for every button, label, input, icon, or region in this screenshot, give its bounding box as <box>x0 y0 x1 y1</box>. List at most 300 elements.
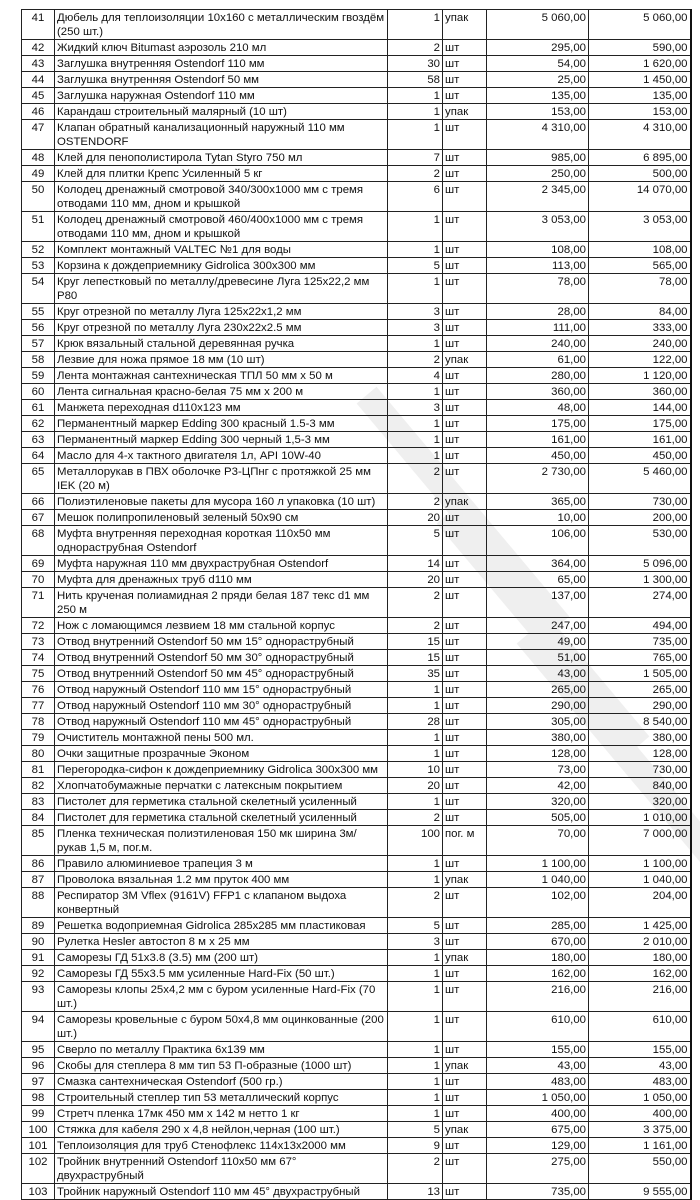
item-quantity: 15 <box>388 634 443 650</box>
table-row <box>22 982 691 1012</box>
item-name: Заглушка внутренняя Ostendorf 50 мм <box>55 72 388 88</box>
row-number: 66 <box>22 494 55 510</box>
item-unit: упак <box>443 950 487 966</box>
item-total: 1 300,00 <box>589 572 691 588</box>
item-quantity: 1 <box>388 730 443 746</box>
item-unit: шт <box>443 556 487 572</box>
item-quantity: 14 <box>388 556 443 572</box>
item-price: 111,00 <box>487 320 589 336</box>
table-row <box>22 1012 691 1042</box>
table-row <box>22 588 691 618</box>
item-name: Строительный степлер тип 53 металлический корпус <box>55 1090 388 1106</box>
item-total: 730,00 <box>589 494 691 510</box>
item-quantity: 4 <box>388 368 443 384</box>
row-number: 56 <box>22 320 55 336</box>
table-row <box>22 1184 691 1200</box>
item-quantity: 1 <box>388 274 443 304</box>
item-unit: шт <box>443 56 487 72</box>
row-number: 86 <box>22 856 55 872</box>
item-quantity: 1 <box>388 416 443 432</box>
item-name: Круг лепестковый по металлу/древесине Луга 125х22,2 мм Р80 <box>55 274 388 304</box>
item-total: 153,00 <box>589 104 691 120</box>
table-row <box>22 10 691 40</box>
item-quantity: 1 <box>388 432 443 448</box>
item-unit: упак <box>443 104 487 120</box>
row-number: 63 <box>22 432 55 448</box>
row-number: 48 <box>22 150 55 166</box>
item-price: 42,00 <box>487 778 589 794</box>
item-name: Круг отрезной по металлу Луга 125х22х1,2 мм <box>55 304 388 320</box>
item-total: 5 060,00 <box>589 10 691 40</box>
item-quantity: 2 <box>388 166 443 182</box>
item-name: Тройник внутренний Ostendorf 110х50 мм 67° двухраструбный <box>55 1154 388 1184</box>
item-quantity: 13 <box>388 1184 443 1200</box>
item-total: 128,00 <box>589 746 691 762</box>
item-total: 78,00 <box>589 274 691 304</box>
item-unit: шт <box>443 810 487 826</box>
row-number: 69 <box>22 556 55 572</box>
table-row <box>22 336 691 352</box>
item-quantity: 15 <box>388 650 443 666</box>
table-row <box>22 120 691 150</box>
item-price: 295,00 <box>487 40 589 56</box>
item-price: 54,00 <box>487 56 589 72</box>
table-row <box>22 416 691 432</box>
item-name: Саморезы ГД 51х3.8 (3.5) мм (200 шт) <box>55 950 388 966</box>
item-total: 144,00 <box>589 400 691 416</box>
item-name: Заглушка наружная Ostendorf 110 мм <box>55 88 388 104</box>
item-quantity: 5 <box>388 526 443 556</box>
item-unit: шт <box>443 400 487 416</box>
item-total: 610,00 <box>589 1012 691 1042</box>
item-unit: шт <box>443 982 487 1012</box>
item-unit: шт <box>443 464 487 494</box>
item-unit: шт <box>443 88 487 104</box>
item-total: 1 100,00 <box>589 856 691 872</box>
item-price: 505,00 <box>487 810 589 826</box>
item-unit: шт <box>443 934 487 950</box>
item-name: Проволока вязальная 1.2 мм пруток 400 мм <box>55 872 388 888</box>
row-number: 81 <box>22 762 55 778</box>
row-number: 60 <box>22 384 55 400</box>
item-total: 840,00 <box>589 778 691 794</box>
row-number: 101 <box>22 1138 55 1154</box>
item-quantity: 5 <box>388 918 443 934</box>
item-quantity: 1 <box>388 448 443 464</box>
item-total: 3 053,00 <box>589 212 691 242</box>
item-unit: упак <box>443 1122 487 1138</box>
item-total: 43,00 <box>589 1058 691 1074</box>
item-price: 735,00 <box>487 1184 589 1200</box>
item-unit: шт <box>443 72 487 88</box>
item-price: 5 060,00 <box>487 10 589 40</box>
item-unit: упак <box>443 1058 487 1074</box>
item-total: 380,00 <box>589 730 691 746</box>
item-name: Корзина к дождеприемнику Gidrolica 300х300 мм <box>55 258 388 274</box>
row-number: 58 <box>22 352 55 368</box>
item-quantity: 1 <box>388 698 443 714</box>
item-quantity: 3 <box>388 320 443 336</box>
item-unit: шт <box>443 40 487 56</box>
table-row <box>22 1138 691 1154</box>
item-name: Металлорукав в ПВХ оболочке Р3-ЦПнг с протяжкой 25 мм IEK (20 м) <box>55 464 388 494</box>
item-quantity: 2 <box>388 352 443 368</box>
item-total: 500,00 <box>589 166 691 182</box>
item-quantity: 1 <box>388 1074 443 1090</box>
item-unit: шт <box>443 918 487 934</box>
item-name: Полиэтиленовые пакеты для мусора 160 л упаковка (10 шт) <box>55 494 388 510</box>
row-number: 49 <box>22 166 55 182</box>
item-price: 1 100,00 <box>487 856 589 872</box>
item-price: 128,00 <box>487 746 589 762</box>
row-number: 64 <box>22 448 55 464</box>
item-quantity: 28 <box>388 714 443 730</box>
item-unit: шт <box>443 1012 487 1042</box>
table-row <box>22 494 691 510</box>
item-price: 61,00 <box>487 352 589 368</box>
item-quantity: 1 <box>388 120 443 150</box>
item-quantity: 3 <box>388 400 443 416</box>
row-number: 89 <box>22 918 55 934</box>
item-price: 137,00 <box>487 588 589 618</box>
item-total: 108,00 <box>589 242 691 258</box>
item-unit: шт <box>443 368 487 384</box>
table-row <box>22 1090 691 1106</box>
item-unit: шт <box>443 1042 487 1058</box>
table-row <box>22 1154 691 1184</box>
item-unit: шт <box>443 510 487 526</box>
item-name: Колодец дренажный смотровой 340/300х1000 мм с тремя отводами 110 мм, дном и крышкой <box>55 182 388 212</box>
item-total: 400,00 <box>589 1106 691 1122</box>
item-price: 320,00 <box>487 794 589 810</box>
item-price: 155,00 <box>487 1042 589 1058</box>
row-number: 65 <box>22 464 55 494</box>
item-total: 175,00 <box>589 416 691 432</box>
item-name: Отвод внутренний Ostendorf 50 мм 15° однораструбный <box>55 634 388 650</box>
row-number: 54 <box>22 274 55 304</box>
item-price: 48,00 <box>487 400 589 416</box>
item-price: 290,00 <box>487 698 589 714</box>
item-total: 530,00 <box>589 526 691 556</box>
row-number: 84 <box>22 810 55 826</box>
item-unit: шт <box>443 698 487 714</box>
table-row <box>22 400 691 416</box>
item-quantity: 20 <box>388 510 443 526</box>
item-price: 610,00 <box>487 1012 589 1042</box>
item-name: Пленка техническая полиэтиленовая 150 мк ширина 3м/ рукав 1,5 м, пог.м. <box>55 826 388 856</box>
item-total: 5 096,00 <box>589 556 691 572</box>
item-name: Жидкий ключ Bitumast аэрозоль 210 мл <box>55 40 388 56</box>
table-row <box>22 432 691 448</box>
item-price: 175,00 <box>487 416 589 432</box>
table-row <box>22 352 691 368</box>
row-number: 100 <box>22 1122 55 1138</box>
table-row <box>22 810 691 826</box>
item-total: 162,00 <box>589 966 691 982</box>
item-name: Стяжка для кабеля 290 х 4,8 нейлон,черная (100 шт.) <box>55 1122 388 1138</box>
item-unit: шт <box>443 304 487 320</box>
item-unit: шт <box>443 336 487 352</box>
item-unit: шт <box>443 526 487 556</box>
item-name: Карандаш строительный малярный (10 шт) <box>55 104 388 120</box>
item-quantity: 3 <box>388 934 443 950</box>
item-quantity: 7 <box>388 150 443 166</box>
item-price: 275,00 <box>487 1154 589 1184</box>
item-name: Хлопчатобумажные перчатки с латексным покрытием <box>55 778 388 794</box>
item-quantity: 1 <box>388 1042 443 1058</box>
item-price: 65,00 <box>487 572 589 588</box>
row-number: 59 <box>22 368 55 384</box>
item-total: 1 010,00 <box>589 810 691 826</box>
item-total: 3 375,00 <box>589 1122 691 1138</box>
item-unit: шт <box>443 1090 487 1106</box>
row-number: 73 <box>22 634 55 650</box>
item-quantity: 2 <box>388 40 443 56</box>
table-row <box>22 464 691 494</box>
item-unit: шт <box>443 714 487 730</box>
row-number: 62 <box>22 416 55 432</box>
item-unit: шт <box>443 320 487 336</box>
item-name: Круг отрезной по металлу Луга 230х22х2.5 мм <box>55 320 388 336</box>
item-name: Манжета переходная d110х123 мм <box>55 400 388 416</box>
item-name: Пистолет для герметика стальной скелетный усиленный <box>55 810 388 826</box>
row-number: 90 <box>22 934 55 950</box>
item-total: 1 161,00 <box>589 1138 691 1154</box>
item-quantity: 1 <box>388 856 443 872</box>
row-number: 52 <box>22 242 55 258</box>
item-unit: шт <box>443 762 487 778</box>
table-row <box>22 650 691 666</box>
table-row <box>22 888 691 918</box>
table-body <box>22 10 691 1200</box>
item-name: Теплоизоляция для труб Стенофлекс 114х13х2000 мм <box>55 1138 388 1154</box>
table-row <box>22 966 691 982</box>
item-unit: шт <box>443 1154 487 1184</box>
row-number: 82 <box>22 778 55 794</box>
item-unit: шт <box>443 166 487 182</box>
item-total: 2 010,00 <box>589 934 691 950</box>
item-unit: шт <box>443 384 487 400</box>
table-row <box>22 526 691 556</box>
item-unit: шт <box>443 588 487 618</box>
row-number: 80 <box>22 746 55 762</box>
row-number: 103 <box>22 1184 55 1200</box>
row-number: 61 <box>22 400 55 416</box>
item-total: 265,00 <box>589 682 691 698</box>
item-quantity: 9 <box>388 1138 443 1154</box>
table-row <box>22 826 691 856</box>
item-name: Перманентный маркер Edding 300 черный 1,5-3 мм <box>55 432 388 448</box>
item-price: 675,00 <box>487 1122 589 1138</box>
table-row <box>22 918 691 934</box>
item-name: Стретч пленка 17мк 450 мм х 142 м нетто 1 кг <box>55 1106 388 1122</box>
item-price: 108,00 <box>487 242 589 258</box>
row-number: 41 <box>22 10 55 40</box>
table-row <box>22 56 691 72</box>
table-row <box>22 1058 691 1074</box>
table-row <box>22 556 691 572</box>
table-row <box>22 1074 691 1090</box>
item-total: 274,00 <box>589 588 691 618</box>
item-name: Колодец дренажный смотровой 460/400х1000 мм с тремя отводами 110 мм, дном и крышкой <box>55 212 388 242</box>
row-number: 94 <box>22 1012 55 1042</box>
item-total: 590,00 <box>589 40 691 56</box>
item-quantity: 1 <box>388 242 443 258</box>
item-total: 320,00 <box>589 794 691 810</box>
item-quantity: 35 <box>388 666 443 682</box>
item-quantity: 20 <box>388 572 443 588</box>
item-price: 400,00 <box>487 1106 589 1122</box>
item-name: Отвод наружный Ostendorf 110 мм 30° однораструбный <box>55 698 388 714</box>
item-quantity: 30 <box>388 56 443 72</box>
item-quantity: 2 <box>388 464 443 494</box>
row-number: 44 <box>22 72 55 88</box>
item-unit: упак <box>443 352 487 368</box>
row-number: 83 <box>22 794 55 810</box>
item-price: 2 345,00 <box>487 182 589 212</box>
row-number: 42 <box>22 40 55 56</box>
table-row <box>22 104 691 120</box>
item-quantity: 58 <box>388 72 443 88</box>
item-unit: упак <box>443 494 487 510</box>
table-row <box>22 1122 691 1138</box>
item-total: 1 050,00 <box>589 1090 691 1106</box>
item-price: 43,00 <box>487 1058 589 1074</box>
item-name: Скобы для степлера 8 мм тип 53 П-образные (1000 шт) <box>55 1058 388 1074</box>
item-price: 3 053,00 <box>487 212 589 242</box>
item-unit: шт <box>443 794 487 810</box>
item-unit: шт <box>443 634 487 650</box>
table-row <box>22 368 691 384</box>
row-number: 97 <box>22 1074 55 1090</box>
item-total: 155,00 <box>589 1042 691 1058</box>
item-name: Очиститель монтажной пены 500 мл. <box>55 730 388 746</box>
item-unit: пог. м <box>443 826 487 856</box>
table-row <box>22 794 691 810</box>
table-row <box>22 872 691 888</box>
item-total: 14 070,00 <box>589 182 691 212</box>
item-quantity: 2 <box>388 1154 443 1184</box>
item-price: 250,00 <box>487 166 589 182</box>
row-number: 72 <box>22 618 55 634</box>
item-quantity: 1 <box>388 1012 443 1042</box>
row-number: 99 <box>22 1106 55 1122</box>
item-quantity: 1 <box>388 1106 443 1122</box>
row-number: 85 <box>22 826 55 856</box>
item-name: Сверло по металлу Практика 6х139 мм <box>55 1042 388 1058</box>
table-row <box>22 150 691 166</box>
item-unit: шт <box>443 448 487 464</box>
item-quantity: 20 <box>388 778 443 794</box>
item-price: 1 050,00 <box>487 1090 589 1106</box>
table-row <box>22 72 691 88</box>
item-unit: шт <box>443 1184 487 1200</box>
item-total: 735,00 <box>589 634 691 650</box>
table-row <box>22 618 691 634</box>
table-row <box>22 166 691 182</box>
item-name: Клей для плитки Крепс Усиленный 5 кг <box>55 166 388 182</box>
item-price: 70,00 <box>487 826 589 856</box>
table-row <box>22 1042 691 1058</box>
item-total: 240,00 <box>589 336 691 352</box>
table-row <box>22 448 691 464</box>
item-quantity: 1 <box>388 88 443 104</box>
item-unit: шт <box>443 572 487 588</box>
item-quantity: 1 <box>388 212 443 242</box>
item-price: 78,00 <box>487 274 589 304</box>
item-price: 670,00 <box>487 934 589 950</box>
item-quantity: 1 <box>388 950 443 966</box>
item-name: Нож с ломающимся лезвием 18 мм стальной корпус <box>55 618 388 634</box>
item-price: 365,00 <box>487 494 589 510</box>
item-quantity: 1 <box>388 1058 443 1074</box>
row-number: 88 <box>22 888 55 918</box>
item-price: 483,00 <box>487 1074 589 1090</box>
item-unit: шт <box>443 1106 487 1122</box>
item-name: Саморезы ГД 55х3.5 мм усиленные Hard-Fix (50 шт.) <box>55 966 388 982</box>
item-unit: шт <box>443 888 487 918</box>
row-number: 71 <box>22 588 55 618</box>
item-total: 360,00 <box>589 384 691 400</box>
row-number: 96 <box>22 1058 55 1074</box>
item-quantity: 5 <box>388 258 443 274</box>
row-number: 68 <box>22 526 55 556</box>
item-name: Смазка сантехническая Ostendorf (500 гр.) <box>55 1074 388 1090</box>
item-total: 765,00 <box>589 650 691 666</box>
item-price: 265,00 <box>487 682 589 698</box>
item-total: 450,00 <box>589 448 691 464</box>
item-price: 2 730,00 <box>487 464 589 494</box>
item-price: 285,00 <box>487 918 589 934</box>
item-quantity: 10 <box>388 762 443 778</box>
item-price: 102,00 <box>487 888 589 918</box>
table-row <box>22 1106 691 1122</box>
item-unit: шт <box>443 966 487 982</box>
item-unit: шт <box>443 258 487 274</box>
item-unit: шт <box>443 416 487 432</box>
item-unit: шт <box>443 778 487 794</box>
item-price: 1 040,00 <box>487 872 589 888</box>
item-quantity: 1 <box>388 384 443 400</box>
item-name: Саморезы кровельные с буром 50х4,8 мм оцинкованные (200 шт.) <box>55 1012 388 1042</box>
item-total: 84,00 <box>589 304 691 320</box>
item-price: 364,00 <box>487 556 589 572</box>
item-quantity: 100 <box>388 826 443 856</box>
row-number: 43 <box>22 56 55 72</box>
row-number: 53 <box>22 258 55 274</box>
item-price: 73,00 <box>487 762 589 778</box>
item-total: 7 000,00 <box>589 826 691 856</box>
item-price: 129,00 <box>487 1138 589 1154</box>
item-unit: шт <box>443 150 487 166</box>
item-total: 8 540,00 <box>589 714 691 730</box>
item-total: 200,00 <box>589 510 691 526</box>
table-row <box>22 730 691 746</box>
item-quantity: 1 <box>388 10 443 40</box>
item-name: Лезвие для ножа прямое 18 мм (10 шт) <box>55 352 388 368</box>
item-name: Крюк вязальный стальной деревянная ручка <box>55 336 388 352</box>
item-unit: шт <box>443 1074 487 1090</box>
item-total: 180,00 <box>589 950 691 966</box>
row-number: 98 <box>22 1090 55 1106</box>
item-name: Пистолет для герметика стальной скелетный усиленный <box>55 794 388 810</box>
item-unit: шт <box>443 650 487 666</box>
item-unit: шт <box>443 618 487 634</box>
item-total: 6 895,00 <box>589 150 691 166</box>
table-row <box>22 258 691 274</box>
item-price: 113,00 <box>487 258 589 274</box>
item-unit: упак <box>443 872 487 888</box>
